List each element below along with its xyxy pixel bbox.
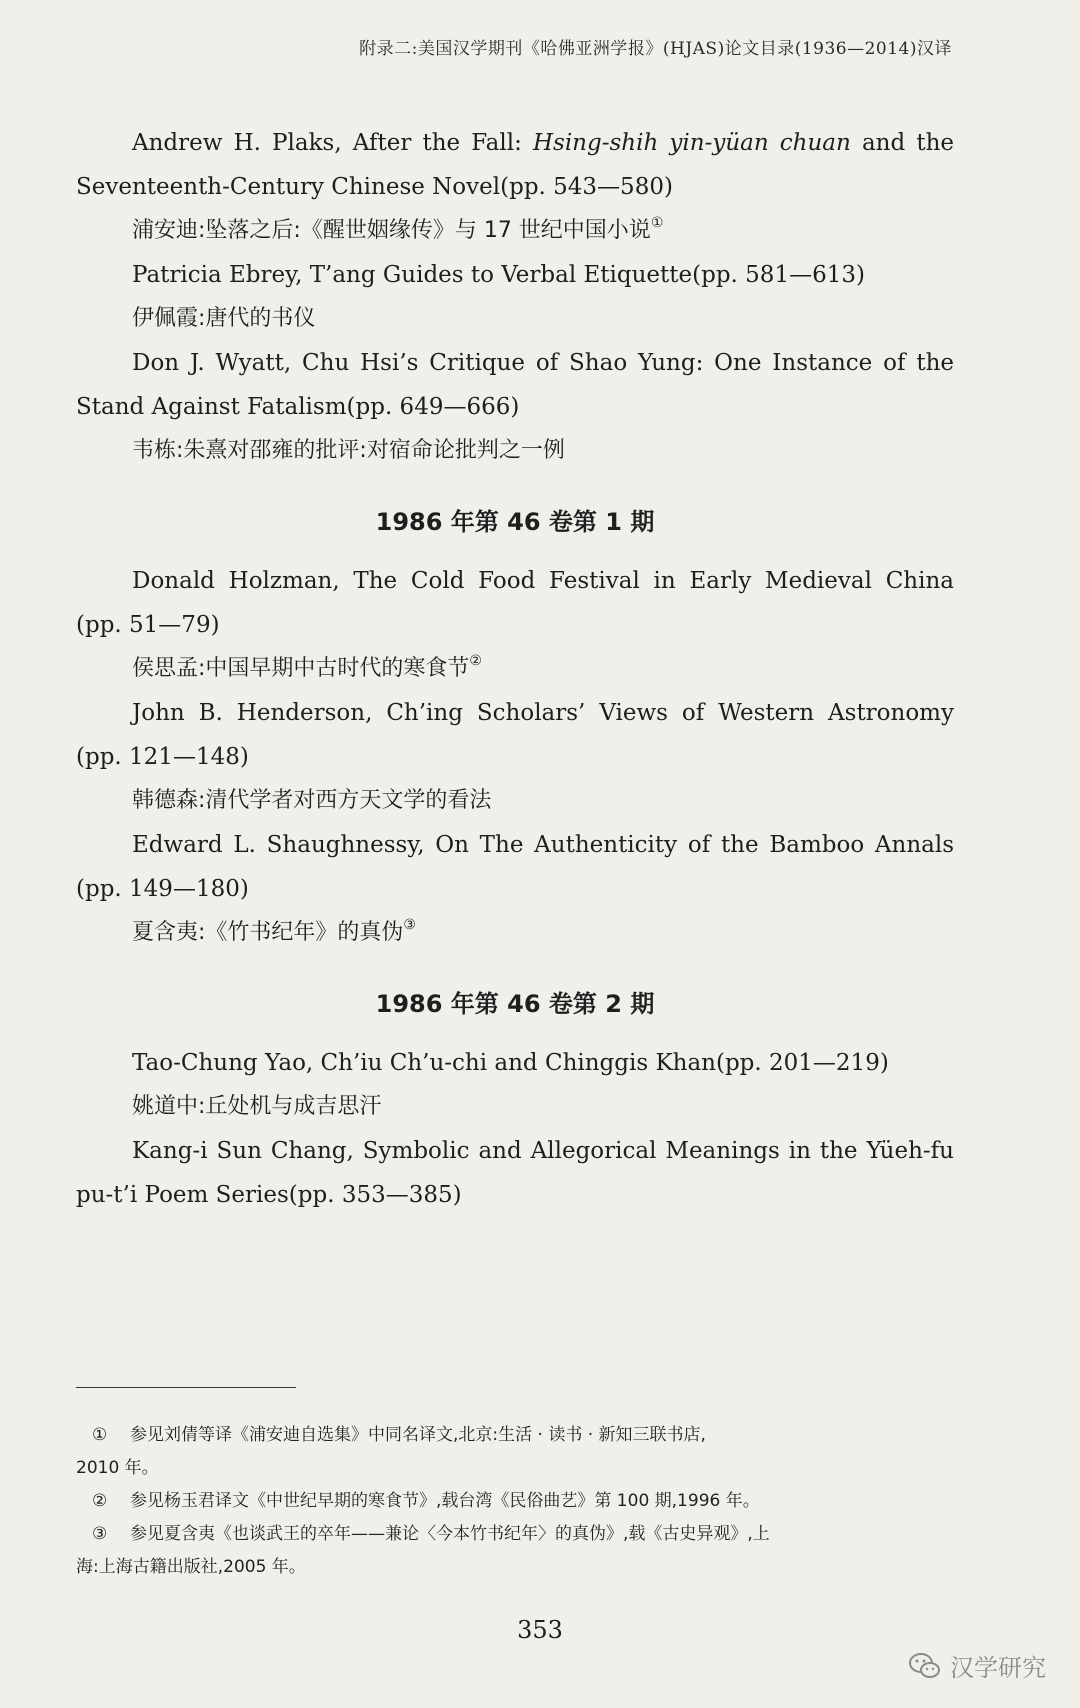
entry-en-line: Stand Against Fatalism(pp. 649—666) — [76, 394, 520, 420]
footnote-text: 参见刘倩等译《浦安迪自选集》中同名译文,北京:生活 · 读书 · 新知三联书店, — [130, 1425, 706, 1445]
entry-cn-text: 夏含夷:《竹书纪年》的真伪 — [132, 920, 404, 945]
page-number: 353 — [517, 1616, 563, 1644]
entry-en-text: and the — [850, 130, 954, 156]
entry-cn-line: 韦栋:朱熹对邵雍的批评:对宿命论批判之一例 — [132, 438, 565, 463]
entry-en-line: (pp. 149—180) — [76, 876, 249, 902]
entry-en-line: Edward L. Shaughnessy, On The Authenticity of the Bamboo Annals — [132, 832, 954, 858]
entry-en-line: Tao-Chung Yao, Ch’iu Ch’u-chi and Chinggis Khan(pp. 201—219) — [132, 1050, 889, 1076]
entry-en-line: (pp. 51—79) — [76, 612, 220, 638]
footnote-line — [76, 1424, 954, 1446]
entry-en-text: Andrew H. Plaks, After the Fall: — [132, 130, 533, 156]
entry-en-line: John B. Henderson, Ch’ing Scholars’ Views of Western Astronomy — [132, 700, 954, 726]
footnote-line: 海:上海古籍出版社,2005 年。 — [76, 1557, 306, 1577]
section-heading: 1986 年第 46 卷第 2 期 — [375, 990, 655, 1018]
footnote-number: ① — [92, 1425, 108, 1445]
running-header: 附录二:美国汉学期刊《哈佛亚洲学报》(HJAS)论文目录(1936—2014)汉译 — [359, 39, 952, 59]
footnote-line — [76, 1523, 954, 1545]
entry-en-italic-title: Hsing-shih yin-yüan chuan — [532, 130, 851, 156]
watermark — [908, 1648, 1046, 1683]
watermark-text: 汉学研究 — [950, 1654, 1046, 1682]
footnote-number: ② — [92, 1491, 108, 1511]
footnote-ref[interactable]: ② — [469, 653, 482, 669]
footnote-line: 2010 年。 — [76, 1458, 159, 1478]
wechat-icon — [908, 1652, 942, 1680]
section-heading: 1986 年第 46 卷第 1 期 — [375, 508, 655, 536]
entry-en-line: Donald Holzman, The Cold Food Festival in Early Medieval China — [132, 568, 954, 594]
footnote-ref[interactable]: ① — [650, 215, 664, 231]
entry-en-line — [76, 128, 954, 158]
footnote-line — [76, 1490, 954, 1512]
footnote-text: 参见杨玉君译文《中世纪早期的寒食节》,载台湾《民俗曲艺》第 100 期,1996 年。 — [130, 1491, 760, 1511]
entry-cn-line — [76, 918, 954, 948]
footnote-ref[interactable]: ③ — [403, 917, 416, 933]
entry-en-line: Kang-i Sun Chang, Symbolic and Allegorical Meanings in the Yüeh-fu — [132, 1138, 954, 1164]
entry-en-line: pu-t’i Poem Series(pp. 353—385) — [76, 1182, 462, 1208]
entry-cn-line — [76, 654, 954, 684]
entry-cn-text: 浦安迪:坠落之后:《醒世姻缘传》与 17 世纪中国小说 — [132, 218, 651, 243]
entry-cn-text: 侯思孟:中国早期中古时代的寒食节 — [132, 656, 470, 681]
entry-en-line: (pp. 121—148) — [76, 744, 249, 770]
entry-cn-line: 韩德森:清代学者对西方天文学的看法 — [132, 788, 492, 813]
footnote-number: ③ — [92, 1524, 108, 1544]
entry-cn-line — [76, 216, 954, 246]
entry-cn-line: 姚道中:丘处机与成吉思汗 — [132, 1094, 382, 1119]
entry-cn-line: 伊佩霞:唐代的书仪 — [132, 306, 316, 331]
footnote-text: 参见夏含夷《也谈武王的卒年——兼论〈今本竹书纪年〉的真伪》,载《古史异观》,上 — [130, 1524, 770, 1544]
footnote-divider — [76, 1387, 296, 1388]
entry-en-line: Don J. Wyatt, Chu Hsi’s Critique of Shao Yung: One Instance of the — [132, 350, 954, 376]
entry-en-line: Seventeenth-Century Chinese Novel(pp. 543—580) — [76, 174, 673, 200]
entry-en-line: Patricia Ebrey, T’ang Guides to Verbal Etiquette(pp. 581—613) — [132, 262, 865, 288]
